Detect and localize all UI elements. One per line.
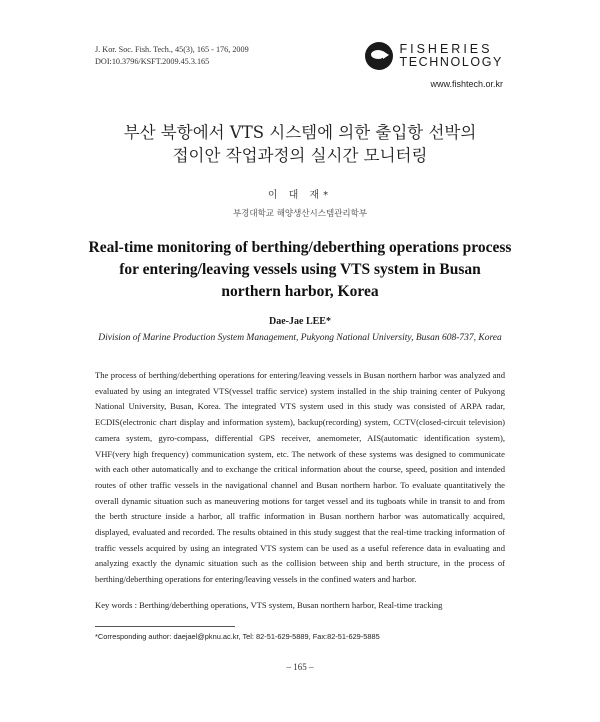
brand-line-1: FISHERIES (399, 42, 493, 56)
corresponding-author-footnote: *Corresponding author: daejael@pknu.ac.kr, Tel: 82-51-629-5889, Fax:82-51-629-5885 (95, 632, 380, 641)
english-title-line-3: northern harbor, Korea (221, 283, 379, 300)
korean-title-line-1: 부산 북항에서 VTS 시스템에 의한 출입항 선박의 (123, 123, 477, 142)
korean-title-line-2: 접이안 작업과정의 실시간 모니터링 (172, 146, 428, 165)
english-title (0, 237, 600, 303)
english-title-line-2: for entering/leaving vessels using VTS system in Busan (119, 261, 481, 278)
korean-affiliation: 부경대학교 해양생산시스템관리학부 (232, 209, 368, 219)
journal-citation-block (95, 44, 249, 68)
keywords: Key words : Berthing/deberthing operations, VTS system, Busan northern harbor, Real-time tracking (95, 600, 443, 610)
english-author: Dae-Jae LEE* (269, 316, 331, 327)
footnote-divider (95, 626, 235, 627)
journal-citation: J. Kor. Soc. Fish. Tech., 45(3), 165 - 176, 2009 (95, 45, 249, 54)
english-title-line-1: Real-time monitoring of berthing/deberthing operations process (88, 239, 512, 256)
korean-title (0, 121, 600, 167)
fish-logo-icon (365, 42, 393, 70)
brand-text (399, 43, 503, 69)
english-affiliation: Division of Marine Production System Management, Pukyong National University, Busan 608-737, Korea (98, 333, 502, 343)
brand-line-2: TECHNOLOGY (399, 55, 503, 69)
page-number: – 165 – (286, 662, 314, 672)
doi: DOI:10.3796/KSFT.2009.45.3.165 (95, 57, 210, 66)
korean-author: 이 대 재* (267, 190, 333, 201)
brand-url: www.fishtech.or.kr (430, 79, 503, 89)
abstract: The process of berthing/deberthing operations for entering/leaving vessels in Busan northern harbor was analyzed and evaluated by using an integrated VTS(vessel traffic service) system installed in the ship training center of Pukyong National University, Busan, Korea. The integrated VTS system used in this study was consisted of ARPA radar, ECDIS(electronic chart display and information system), backup(recording) system, CCTV(closed-circuit television) camera system, gyro-compass, differential GPS receiver, anemometer, AIS(automatic identification system), VHF(very high frequency) communication system, etc. The network of these systems was designed to communicate with each other automatically and to exchange the critical information about the course, speed, position and intended routes of other traffic vessels in the navigational channel and Busan northern harbor. To evaluate quantitatively the overall dynamic situation such as maneuvering motions for target vessel and its tugboats while in transit to and from the berth structure inside a harbor, all traffic information in Busan northern harbor was automatically acquired, displayed, evaluated and recorded. The results obtained in this study suggest that the real-time tracking information of traffic vessels acquired by using an integrated VTS system can be used as a useful reference data in evaluating and analyzing exactly the dynamic situation such as the collision between ship and berth structure, in the process of berthing/deberthing operations for entering/leaving vessels in the confined waters and harbor. (95, 370, 505, 585)
journal-brand (365, 42, 503, 70)
